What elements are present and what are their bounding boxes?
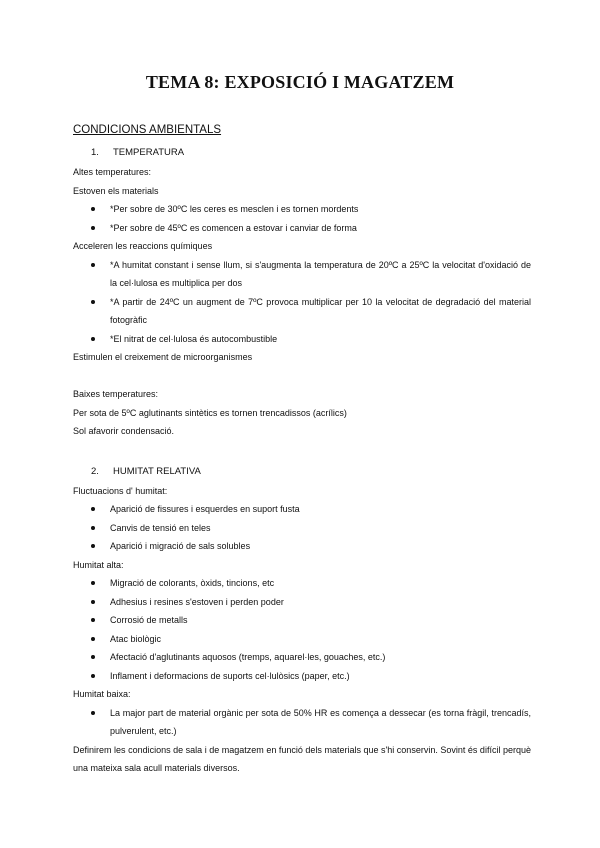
list-item: Migració de colorants, òxids, tincions, etc bbox=[73, 574, 531, 593]
paragraph: Definirem les condicions de sala i de magatzem en funció dels materials que s'hi conservin. Sovint és difícil perquè una mateixa sala acull materials diversos. bbox=[73, 744, 531, 773]
spacer bbox=[73, 367, 531, 386]
subheading-humitat bbox=[73, 465, 531, 479]
list-item: *A humitat constant i sense llum, si s'augmenta la temperatura de 20ºC a 25ºC la velocitat d'oxidació de la cel·lulosa es multiplica per dos bbox=[73, 256, 531, 293]
section-heading: CONDICIONS AMBIENTALS bbox=[73, 124, 222, 136]
document-body bbox=[73, 146, 531, 778]
paragraph: Humitat baixa: bbox=[73, 689, 131, 699]
list-item: Inflament i deformacions de suports cel·lulòsics (paper, etc.) bbox=[73, 667, 531, 686]
list-item: *A partir de 24ºC un augment de 7ºC provoca multiplicar per 10 la velocitat de degradació del material fotogràfic bbox=[73, 293, 531, 330]
paragraph: Acceleren les reaccions químiques bbox=[73, 241, 213, 251]
subheading-text: TEMPERATURA bbox=[113, 147, 185, 158]
spacer bbox=[73, 441, 531, 465]
paragraph: Fluctuacions d' humitat: bbox=[73, 485, 168, 496]
paragraph: Sol afavorir condensació. bbox=[73, 426, 175, 436]
list-item: Aparició i migració de sals solubles bbox=[73, 537, 531, 556]
list-item: Afectació d'aglutinants aquosos (tremps, aquarel·les, gouaches, etc.) bbox=[73, 648, 531, 667]
list-item: Corrosió de metalls bbox=[73, 611, 531, 630]
subheading-number: 1. bbox=[91, 147, 99, 158]
list-item: *Per sobre de 30ºC les ceres es mesclen i es tornen mordents bbox=[73, 200, 531, 219]
list-item: La major part de material orgànic per sota de 50% HR es comença a dessecar (es torna fràgil, trencadís, pulverulent, etc.) bbox=[73, 704, 531, 741]
list-item: Adhesius i resines s'estoven i perden poder bbox=[73, 593, 531, 612]
subheading-temperatura bbox=[73, 146, 531, 160]
paragraph: Baixes temperatures: bbox=[73, 389, 159, 399]
list-item: Atac biològic bbox=[73, 630, 531, 649]
page-title: TEMA 8: EXPOSICIÓ I MAGATZEM bbox=[145, 72, 455, 92]
list-item: *El nitrat de cel·lulosa és autocombustible bbox=[73, 330, 531, 349]
paragraph: Humitat alta: bbox=[73, 559, 124, 570]
list-item: Canvis de tensió en teles bbox=[73, 519, 531, 538]
list-item: Aparició de fissures i esquerdes en suport fusta bbox=[73, 500, 531, 519]
paragraph: Estimulen el creixement de microorganismes bbox=[73, 352, 253, 362]
subheading-number: 2. bbox=[91, 465, 99, 477]
paragraph: Altes temperatures: bbox=[73, 167, 152, 177]
paragraph: Estoven els materials bbox=[73, 185, 159, 196]
paragraph: Per sota de 5ºC aglutinants sintètics es tornen trencadissos (acrílics) bbox=[73, 407, 347, 418]
list-item: *Per sobre de 45ºC es comencen a estovar i canviar de forma bbox=[73, 219, 531, 238]
subheading-text: HUMITAT RELATIVA bbox=[113, 465, 201, 477]
